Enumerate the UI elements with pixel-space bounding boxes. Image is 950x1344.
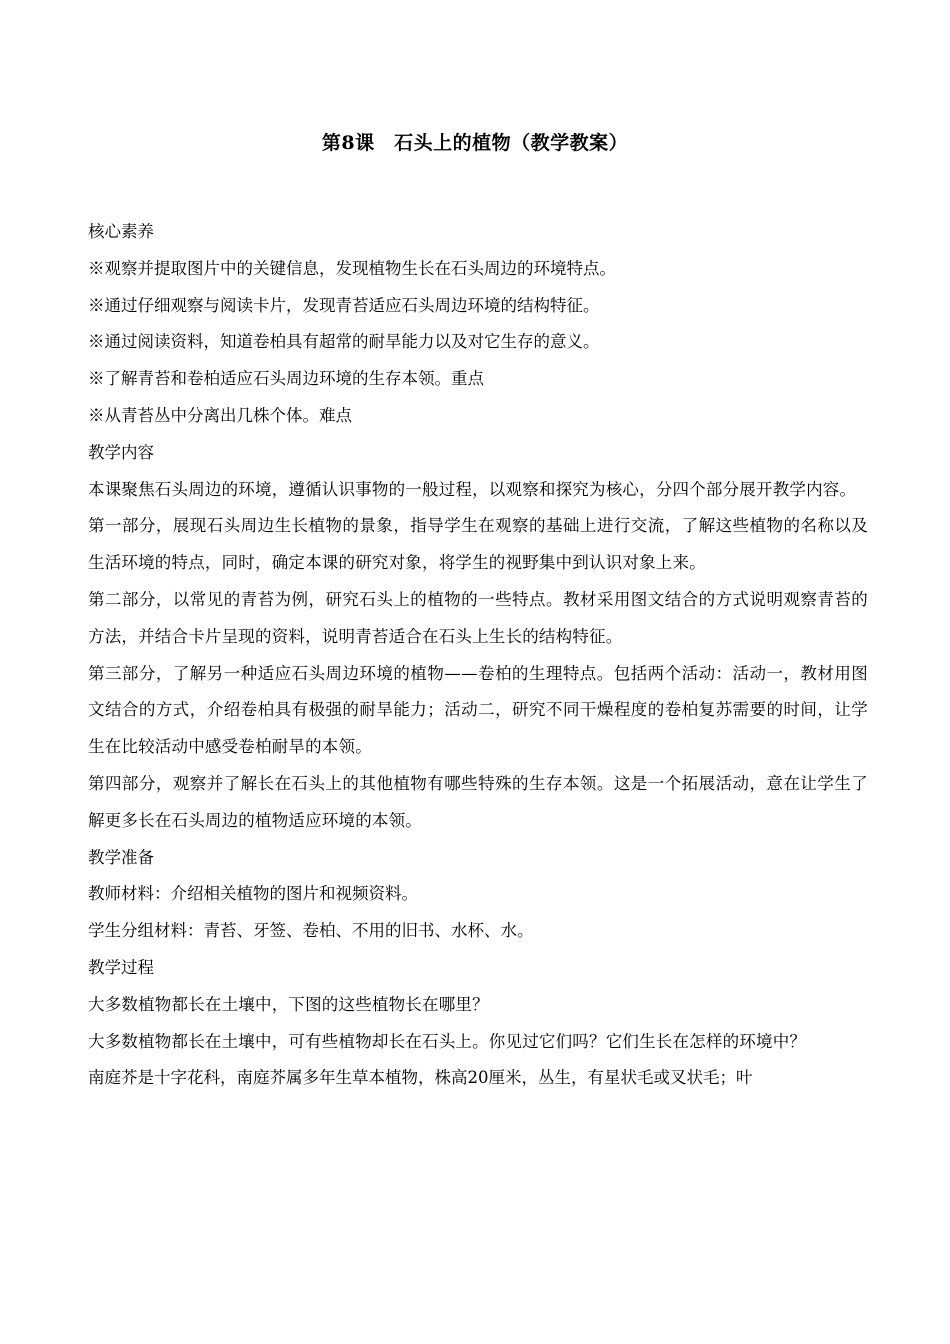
document-body xyxy=(88,214,868,1097)
core-literacy-item: ※从青苔丛中分离出几株个体。难点 xyxy=(88,405,352,425)
preparation-item: 学生分组材料：青苔、牙签、卷柏、不用的旧书、水杯、水。 xyxy=(88,921,534,941)
core-literacy-item: ※了解青苔和卷柏适应石头周边环境的生存本领。重点 xyxy=(88,369,484,389)
section-heading-content: 教学内容 xyxy=(88,442,154,462)
content-paragraph: 第一部分，展现石头周边生长植物的景象，指导学生在观察的基础上进行交流，了解这些植物的名称以及生活环境的特点，同时，确定本课的研究对象，将学生的视野集中到认识对象上来。 xyxy=(88,516,868,573)
process-paragraph: 南庭芥是十字花科，南庭芥属多年生草本植物，株高20厘米，丛生，有星状毛或叉状毛；叶 xyxy=(88,1068,753,1088)
content-paragraph: 第四部分，观察并了解长在石头上的其他植物有哪些特殊的生存本领。这是一个拓展活动，意在让学生了解更多长在石头周边的植物适应环境的本领。 xyxy=(88,773,868,830)
section-heading-core-literacy: 核心素养 xyxy=(88,222,154,241)
document-title: 第8课 石头上的植物（教学教案） xyxy=(321,132,629,154)
section-heading-preparation: 教学准备 xyxy=(88,847,154,867)
core-literacy-item: ※通过仔细观察与阅读卡片，发现青苔适应石头周边环境的结构特征。 xyxy=(88,295,600,315)
process-paragraph: 大多数植物都长在土壤中，可有些植物却长在石头上。你见过它们吗？它们生长在怎样的环境中？ xyxy=(88,1031,807,1051)
section-heading-process: 教学过程 xyxy=(88,957,154,977)
content-paragraph: 第二部分，以常见的青苔为例，研究石头上的植物的一些特点。教材采用图文结合的方式说明观察青苔的方法，并结合卡片呈现的资料，说明青苔适合在石头上生长的结构特征。 xyxy=(88,589,868,646)
content-paragraph: 本课聚焦石头周边的环境，遵循认识事物的一般过程，以观察和探究为核心，分四个部分展开教学内容。 xyxy=(88,479,857,499)
process-paragraph: 大多数植物都长在土壤中，下图的这些植物长在哪里？ xyxy=(88,994,489,1014)
preparation-item: 教师材料：介绍相关植物的图片和视频资料。 xyxy=(88,884,418,904)
core-literacy-item: ※观察并提取图片中的关键信息，发现植物生长在石头周边的环境特点。 xyxy=(88,258,616,278)
content-paragraph: 第三部分，了解另一种适应石头周边环境的植物——卷柏的生理特点。包括两个活动：活动一，教材用图文结合的方式，介绍卷柏具有极强的耐旱能力；活动二，研究不同干燥程度的卷柏复苏需要的时间，让学生在比较活动中感受卷柏耐旱的本领。 xyxy=(88,663,868,757)
core-literacy-item: ※通过阅读资料，知道卷柏具有超常的耐旱能力以及对它生存的意义。 xyxy=(88,332,600,352)
